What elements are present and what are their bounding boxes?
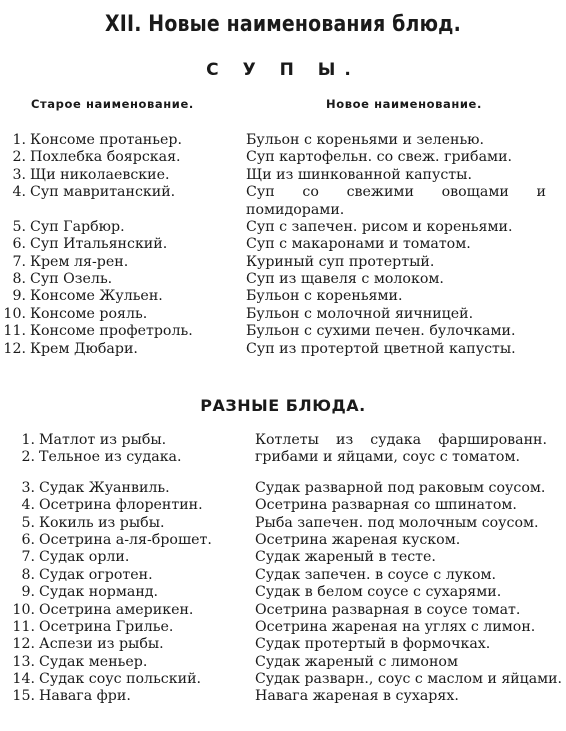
dish-row	[9, 671, 566, 688]
dish-number: 3.	[12, 166, 26, 183]
dish-number: 11.	[3, 323, 26, 340]
dish-row	[9, 654, 566, 671]
dish-old-name: Судак огротен.	[39, 566, 153, 583]
dish-new-name: Осетрина жареная куском.	[255, 531, 461, 548]
dish-number: 10.	[3, 305, 26, 322]
dish-new-name: Котлеты из судака фаршированн. грибами и яйцами, соус с томатом.	[255, 432, 547, 466]
dish-number: 2.	[12, 149, 26, 166]
dish-row	[9, 619, 566, 636]
dish-old-name: Консоме рояль.	[30, 305, 148, 322]
dish-old-name: Судак орли.	[39, 549, 130, 566]
dish-row	[0, 254, 566, 271]
dish-new-name: Навага жареная в сухарях.	[255, 688, 459, 705]
dish-old-name: Суп мавританский.	[30, 184, 176, 201]
dish-old-name: Суп Гарбюр.	[30, 218, 125, 235]
dish-row	[0, 306, 566, 323]
dish-new-name: Суп с запечен. рисом и кореньями.	[246, 218, 513, 235]
page-title: XII. Новые наименования блюд.	[105, 12, 461, 37]
dish-number: 15.	[12, 688, 35, 705]
dish-number: 9.	[12, 288, 26, 305]
dish-number: 12.	[12, 636, 35, 653]
dish-new-name: Судак протертый в формочках.	[255, 636, 491, 653]
dish-number: 5.	[21, 514, 35, 531]
dish-number: 4.	[12, 184, 26, 201]
misc-dishes-list	[9, 432, 566, 706]
dish-new-name: Суп со свежими овощами и помидорами.	[246, 184, 546, 218]
dish-number: 9.	[21, 584, 35, 601]
dish-number: 1.	[21, 432, 35, 448]
dish-old-name: Похлебка боярская.	[30, 149, 181, 166]
dish-row	[0, 341, 566, 358]
dish-number: 14.	[12, 671, 35, 688]
dish-old-name: Консоме профетроль.	[30, 323, 193, 340]
dish-new-name: Судак жареный с лимоном	[255, 653, 459, 670]
dish-number: 4.	[21, 497, 35, 514]
dish-old-name: Навага фри.	[39, 688, 131, 705]
section-heading-misc: РАЗНЫЕ БЛЮДА.	[200, 396, 366, 415]
dish-number: 1.	[12, 132, 26, 148]
dish-row	[9, 549, 566, 566]
dish-old-name: Осетрина а-ля-брошет.	[39, 531, 212, 548]
dish-new-name: Осетрина разварная в соусе томат.	[255, 601, 521, 618]
dish-old-name: Щи николаевские.	[30, 166, 170, 183]
dish-old-name: Суп Озель.	[30, 270, 113, 287]
dish-new-name: Судак разварн., соус с маслом и яйцами.	[255, 671, 562, 688]
dish-new-name: Бульон с молочной яичницей.	[246, 305, 474, 322]
column-header-old-name: Старое наименование.	[31, 97, 194, 111]
dish-number: 3.	[21, 479, 35, 496]
dish-row	[0, 167, 566, 184]
dish-new-name: Суп из протертой цветной капусты.	[246, 340, 516, 357]
dish-number: 11.	[12, 618, 35, 635]
dish-new-name: Осетрина разварная со шпинатом.	[255, 497, 517, 514]
dish-new-name: Бульон с сухими печен. булочками.	[246, 323, 516, 340]
dish-number: 6.	[21, 531, 35, 548]
dish-new-name: Щи из шинкованной капусты.	[246, 166, 472, 183]
dish-new-name: Рыба запечен. под молочным соусом.	[255, 514, 539, 531]
dish-number: 10.	[12, 601, 35, 618]
dish-row	[0, 184, 566, 219]
dish-old-name: Крем ля-рен.	[30, 253, 129, 270]
dish-row	[0, 271, 566, 288]
dish-new-name: Куриный суп протертый.	[246, 253, 435, 270]
dish-old-name: Судак меньер.	[39, 653, 148, 670]
dish-number: 7.	[12, 253, 26, 270]
dish-old-name: Суп Итальянский.	[30, 236, 168, 253]
dish-old-name: Консоме протаньер.	[30, 132, 182, 148]
dish-new-name: Бульон с кореньями и зеленью.	[246, 132, 485, 148]
dish-new-name: Осетрина жареная на углях с лимон.	[255, 618, 536, 635]
dish-new-name: Суп картофельн. со свеж. грибами.	[246, 149, 513, 166]
soups-list	[0, 132, 566, 358]
dish-old-name: Кокиль из рыбы.	[39, 514, 165, 531]
dish-row	[9, 515, 566, 532]
dish-new-name: Судак запечен. в соусе с луком.	[255, 566, 497, 583]
dish-row	[9, 480, 566, 497]
dish-number: 12.	[3, 340, 26, 357]
dish-old-name: Осетрина Грилье.	[39, 618, 174, 635]
dish-number: 2.	[21, 449, 35, 466]
dish-new-name: Суп с макаронами и томатом.	[246, 236, 471, 253]
dish-number: 6.	[12, 236, 26, 253]
spacer	[9, 467, 566, 480]
dish-old-name: Аспези из рыбы.	[39, 636, 164, 653]
dish-old-name: Судак норманд.	[39, 584, 159, 601]
dish-row	[0, 323, 566, 340]
dish-number: 8.	[12, 270, 26, 287]
dish-number: 7.	[21, 549, 35, 566]
column-header-new-name: Новое наименование.	[326, 97, 482, 111]
dish-row	[0, 132, 566, 149]
dish-row	[9, 602, 566, 619]
dish-row	[9, 449, 566, 466]
section-heading-soups: С У П Ы.	[206, 60, 360, 80]
dish-old-name: Осетрина флорентин.	[39, 497, 203, 514]
dish-new-name: Судак в белом соусе с сухарями.	[255, 584, 502, 601]
dish-row	[0, 149, 566, 166]
dish-new-name: Бульон с кореньями.	[246, 288, 403, 305]
dish-row	[9, 636, 566, 653]
dish-old-name: Судак Жуанвиль.	[39, 479, 170, 496]
dish-row	[9, 497, 566, 514]
dish-old-name: Крем Дюбари.	[30, 340, 138, 357]
dish-new-name: Судак жареный в тесте.	[255, 549, 436, 566]
dish-new-name: Суп из щавеля с молоком.	[246, 270, 444, 287]
dish-number: 8.	[21, 566, 35, 583]
dish-row	[9, 688, 566, 705]
dish-row	[0, 219, 566, 236]
dish-number: 5.	[12, 218, 26, 235]
dish-old-name: Судак соус польский.	[39, 671, 202, 688]
dish-row	[0, 236, 566, 253]
dish-number: 13.	[12, 653, 35, 670]
dish-row	[0, 288, 566, 305]
dish-row	[9, 567, 566, 584]
dish-new-name: Судак разварной под раковым соусом.	[255, 479, 546, 496]
dish-old-name: Осетрина америкен.	[39, 601, 194, 618]
dish-old-name: Консоме Жульен.	[30, 288, 163, 305]
dish-old-name: Тельное из судака.	[39, 449, 182, 466]
dish-row	[9, 532, 566, 549]
dish-old-name: Матлот из рыбы.	[39, 432, 167, 448]
dish-row	[9, 584, 566, 601]
